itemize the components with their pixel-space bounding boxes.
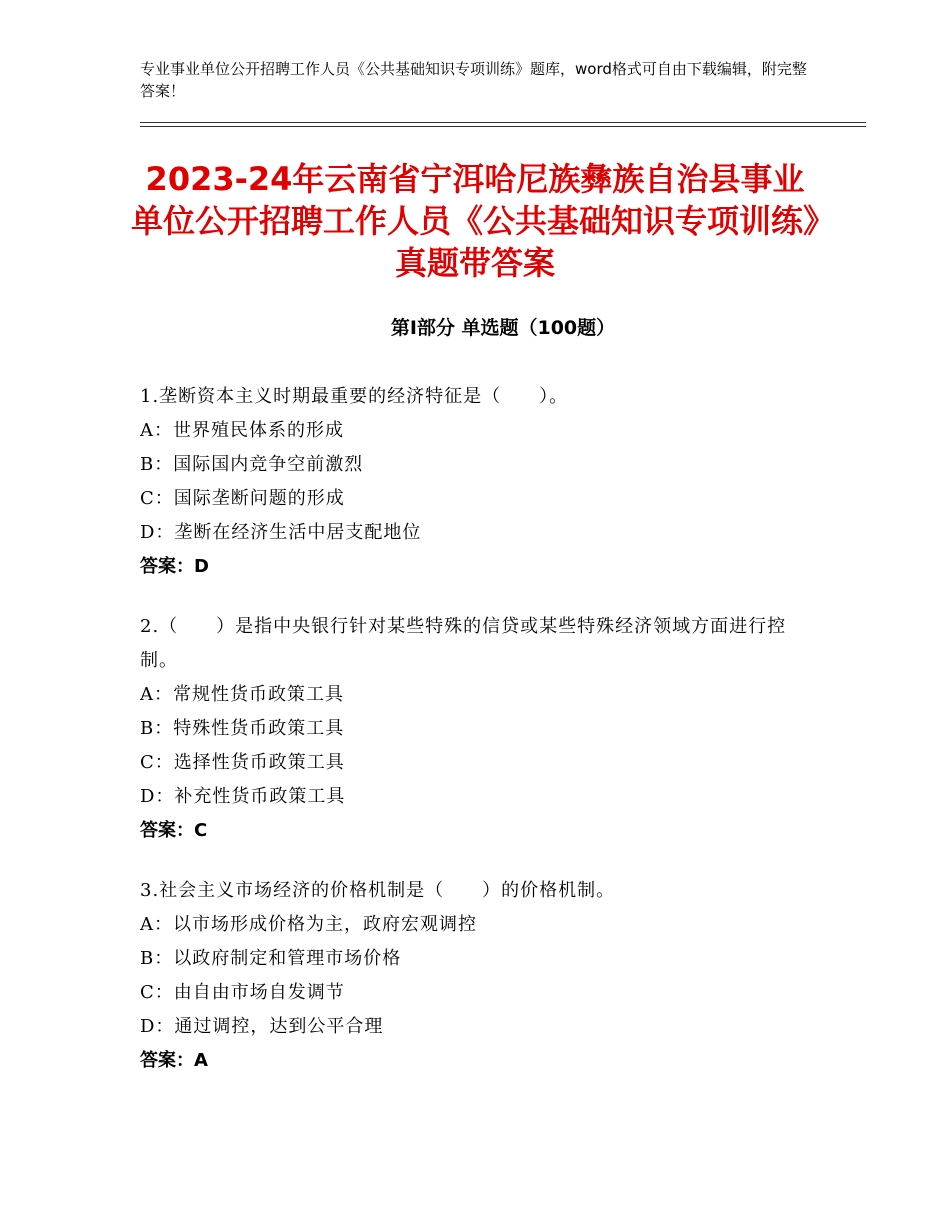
option-d: D：垄断在经济生活中居支配地位 <box>140 522 422 543</box>
header-rule-bottom <box>140 126 866 127</box>
question-stem: 1.垄断资本主义时期最重要的经济特征是（ ）。 <box>140 386 569 407</box>
option-a: A：以市场形成价格为主，政府宏观调控 <box>140 914 477 935</box>
section-title: 第I部分 单选题（100题） <box>390 317 616 339</box>
option-a: A：世界殖民体系的形成 <box>140 420 344 441</box>
document-title: 2023-24年云南省宁洱哈尼族彝族自治县事业单位公开招聘工作人员《公共基础知识专项训练》真题带答案 <box>130 160 819 282</box>
option-d: D：通过调控，达到公平合理 <box>140 1016 384 1037</box>
header-note: 专业事业单位公开招聘工作人员《公共基础知识专项训练》题库，word格式可自由下载编辑，附完整答案！ <box>140 60 807 100</box>
header-rule-top <box>140 122 866 123</box>
answer: 答案：C <box>140 820 208 841</box>
option-b: B：以政府制定和管理市场价格 <box>140 948 402 969</box>
option-d: D：补充性货币政策工具 <box>140 786 346 807</box>
answer: 答案：A <box>140 1050 208 1071</box>
question-3 <box>140 874 820 1078</box>
question-stem: 2.（ ）是指中央银行针对某些特殊的信贷或某些特殊经济领域方面进行控制。 <box>140 616 787 671</box>
question-stem: 3.社会主义市场经济的价格机制是（ ）的价格机制。 <box>140 880 616 901</box>
option-c: C：由自由市场自发调节 <box>140 982 345 1003</box>
question-1 <box>140 380 820 584</box>
answer: 答案：D <box>140 556 209 577</box>
option-b: B：国际国内竞争空前激烈 <box>140 454 364 475</box>
question-list <box>140 380 820 1104</box>
option-c: C：国际垄断问题的形成 <box>140 488 345 509</box>
option-c: C：选择性货币政策工具 <box>140 752 345 773</box>
option-a: A：常规性货币政策工具 <box>140 684 344 705</box>
question-2 <box>140 610 820 848</box>
option-b: B：特殊性货币政策工具 <box>140 718 345 739</box>
